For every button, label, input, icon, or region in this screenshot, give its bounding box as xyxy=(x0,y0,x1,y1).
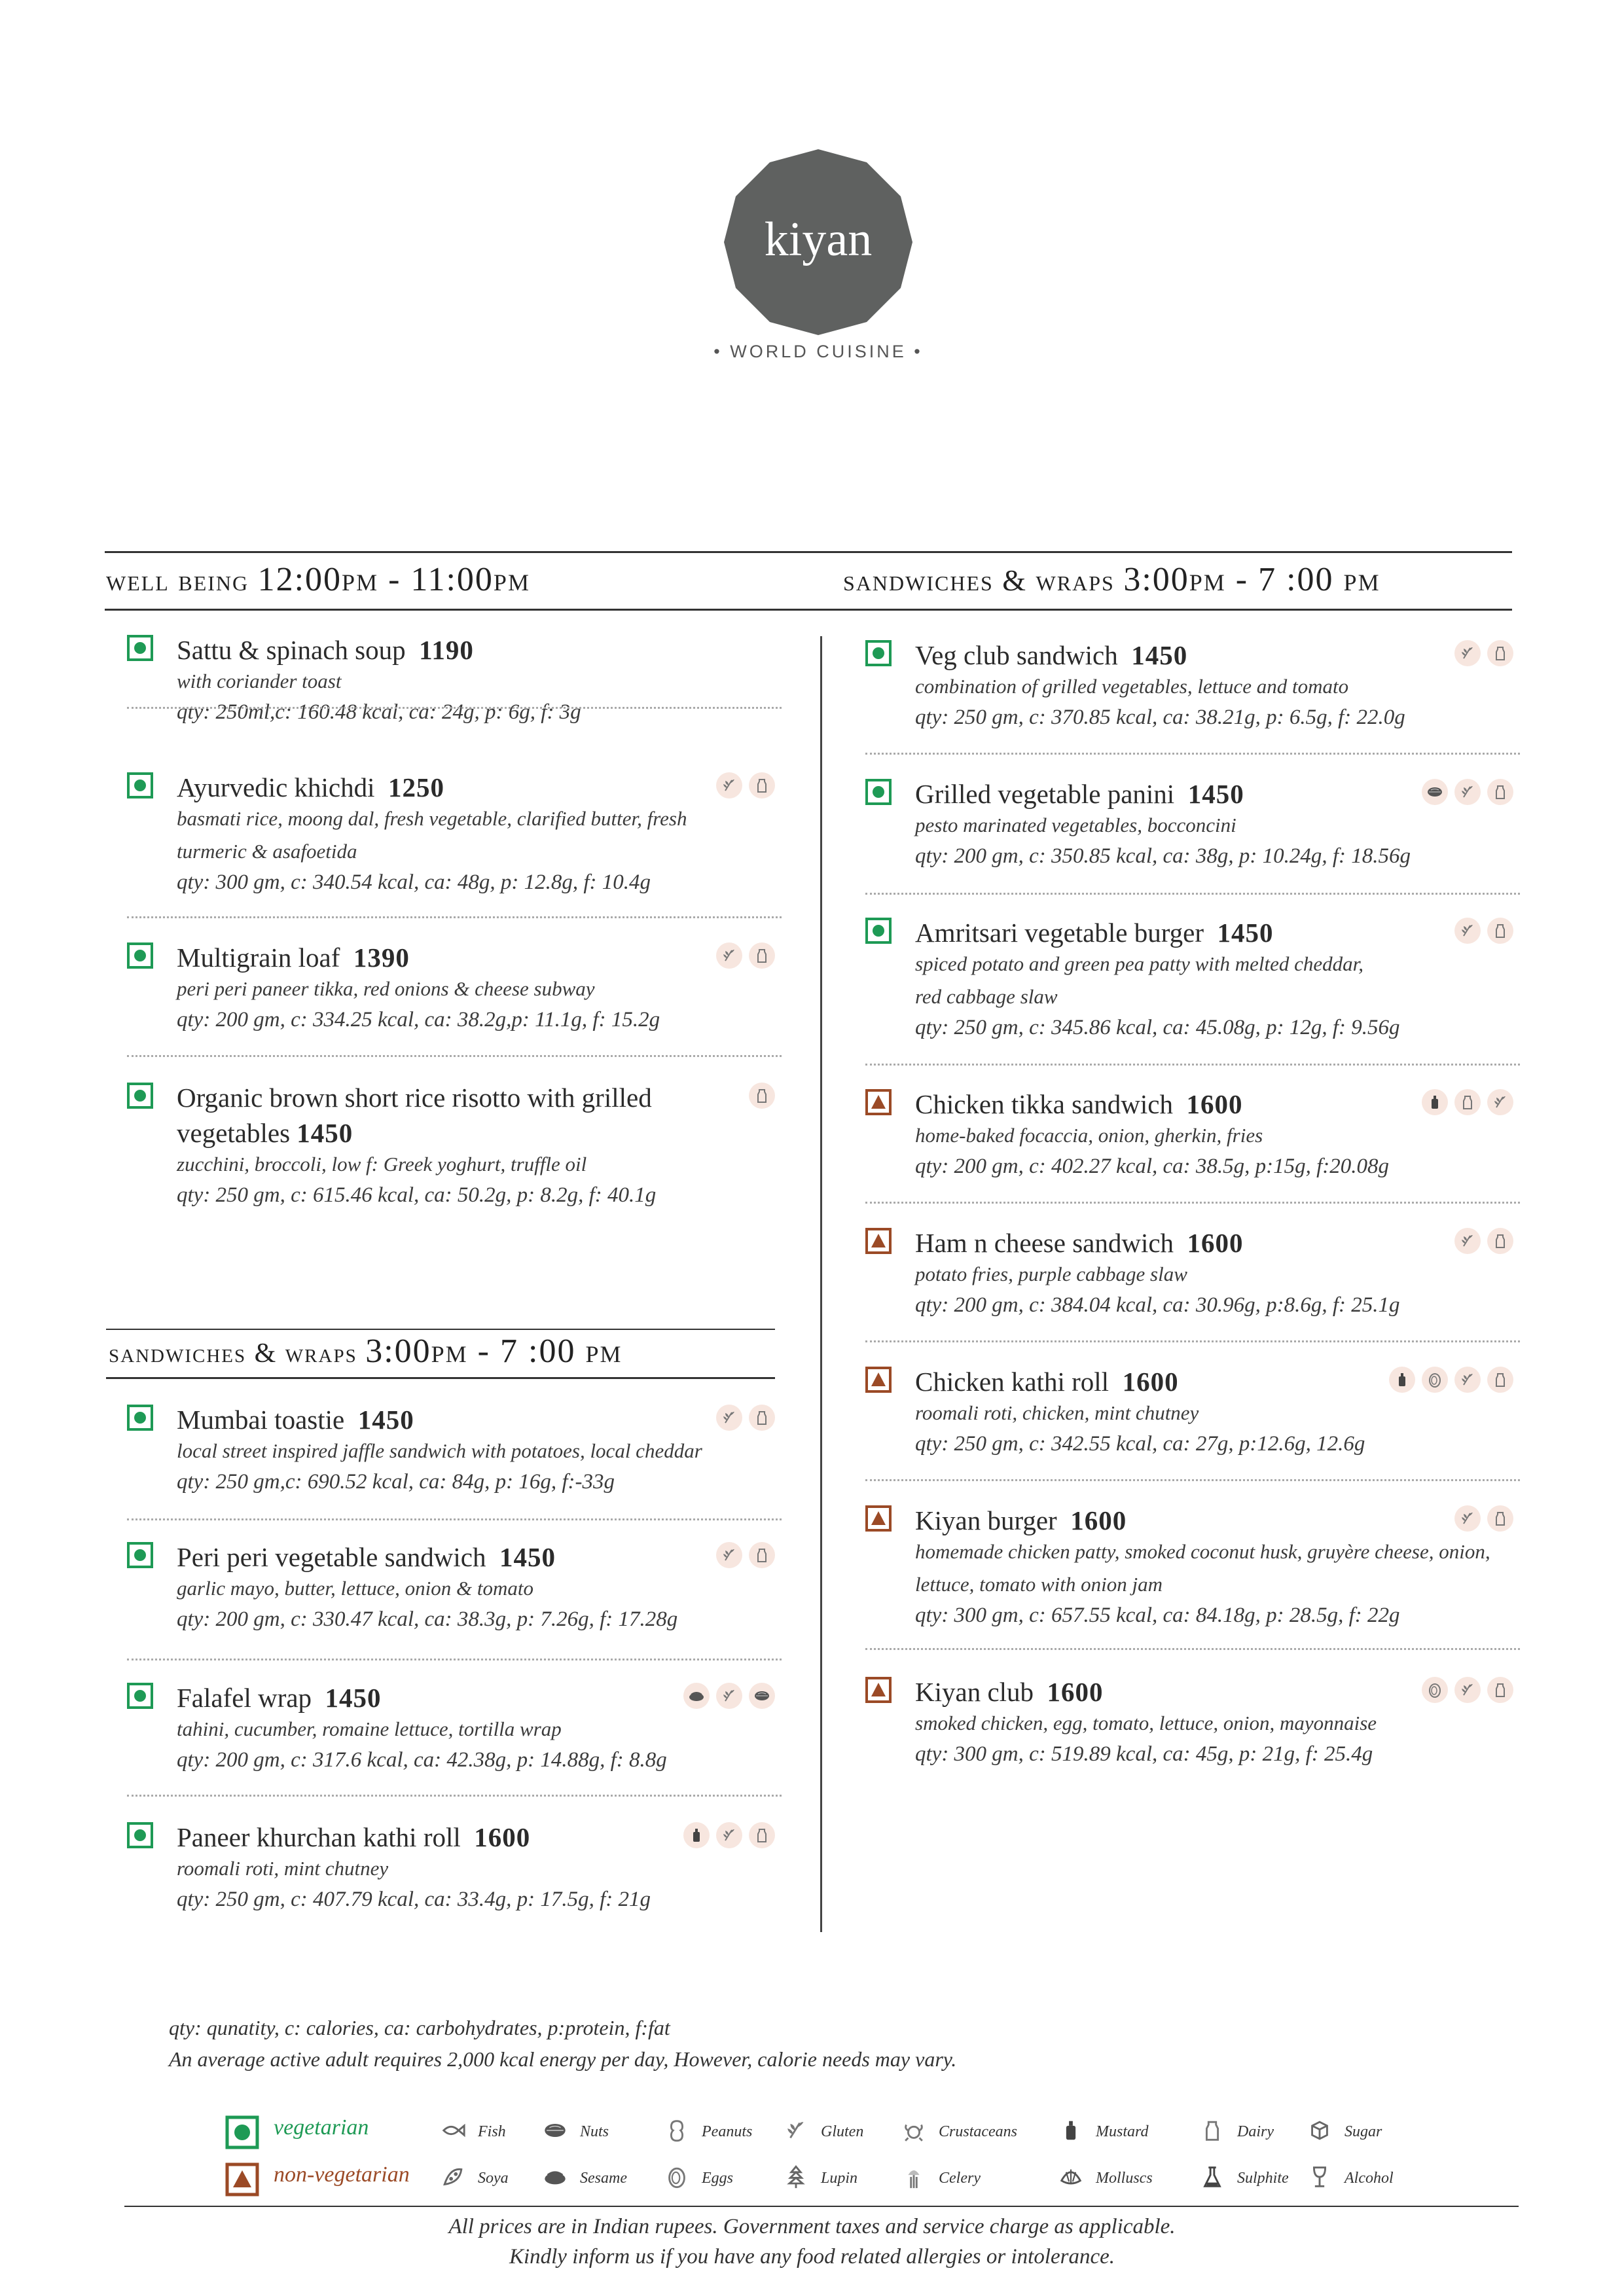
nonveg-label: non-vegetarian xyxy=(274,2162,410,2187)
legend-item xyxy=(664,2164,733,2193)
dish-name: Chicken tikka sandwich xyxy=(915,1089,1173,1119)
dairy-icon xyxy=(749,1083,775,1109)
dish-description: basmati rice, moong dal, fresh vegetable, clarified butter, fresh xyxy=(177,807,687,830)
nonveg-mark-icon xyxy=(865,1228,892,1254)
legend-label: Eggs xyxy=(702,2169,733,2187)
dish-price: 1190 xyxy=(419,635,474,665)
dish-description: smoked chicken, egg, tomato, lettuce, onion, mayonnaise xyxy=(915,1712,1377,1734)
allergen-icons xyxy=(1454,640,1513,666)
legend-label: Sugar xyxy=(1344,2123,1382,2140)
legend-label: Sulphite xyxy=(1237,2169,1289,2187)
legend-label: Fish xyxy=(478,2123,506,2140)
dish-price: 1450 xyxy=(325,1683,382,1713)
allergen-icons xyxy=(1454,1505,1513,1532)
allergen-icons xyxy=(1389,1367,1513,1393)
soya-icon xyxy=(440,2164,466,2193)
legend-label: Gluten xyxy=(821,2123,864,2140)
dish-name: Grilled vegetable panini xyxy=(915,779,1175,809)
nutrition-info: qty: 250ml,c: 160.48 kcal, ca: 24g, p: 6g, f: 3g xyxy=(177,700,581,724)
legend-label: Dairy xyxy=(1237,2123,1274,2140)
lupin-icon xyxy=(783,2164,809,2193)
dish-description: spiced potato and green pea patty with melted cheddar, xyxy=(915,952,1364,975)
item-divider xyxy=(865,1202,1520,1204)
legend-item xyxy=(1307,2117,1382,2146)
dish-title xyxy=(177,940,410,975)
dish-price: 1450 xyxy=(499,1542,556,1572)
nutrition-info: qty: 250 gm, c: 342.55 kcal, ca: 27g, p:12.6g, 12.6g xyxy=(915,1432,1365,1456)
brand-tagline: • WORLD CUISINE • xyxy=(713,342,923,361)
menu-item xyxy=(127,770,775,901)
nutrition-info: qty: 200 gm, c: 317.6 kcal, ca: 42.38g, p: 14.88g, f: 8.8g xyxy=(177,1748,667,1772)
nonveg-mark-icon xyxy=(865,1089,892,1115)
section-header-sandwiches-right xyxy=(843,560,1380,599)
veg-mark-icon xyxy=(127,942,153,969)
legend-item xyxy=(1058,2117,1148,2146)
item-divider xyxy=(127,1518,782,1520)
dish-title xyxy=(177,1080,652,1115)
legend-item xyxy=(664,2117,752,2146)
item-divider xyxy=(865,893,1520,895)
dish-name-cont: vegetables xyxy=(177,1118,291,1148)
nonveg-mark-icon xyxy=(865,1677,892,1703)
menu-item xyxy=(865,1225,1513,1356)
mustard-icon xyxy=(1389,1367,1415,1393)
gluten-icon xyxy=(1454,779,1481,805)
dish-title xyxy=(915,1503,1127,1538)
menu-item xyxy=(127,1820,775,1950)
nutrition-info: qty: 200 gm, c: 402.27 kcal, ca: 38.5g, p:15g, f:20.08g xyxy=(915,1155,1390,1178)
gluten-icon xyxy=(716,1683,742,1709)
eggs-icon xyxy=(1422,1367,1448,1393)
legend-item xyxy=(1058,2164,1153,2193)
item-divider xyxy=(127,1055,782,1057)
item-divider xyxy=(865,753,1520,755)
sesame-icon xyxy=(542,2164,568,2193)
legend-item xyxy=(901,2117,1017,2146)
sesame-icon xyxy=(683,1683,710,1709)
allergen-icons xyxy=(683,1683,775,1709)
menu-item xyxy=(127,940,775,1071)
veg-mark-icon xyxy=(127,772,153,798)
menu-item xyxy=(865,1364,1513,1495)
molluscs-icon xyxy=(1058,2164,1084,2193)
dish-title xyxy=(177,632,474,668)
item-divider xyxy=(865,1479,1520,1481)
gluten-icon xyxy=(716,772,742,798)
allergen-icons xyxy=(716,942,775,969)
dish-name: Peri peri vegetable sandwich xyxy=(177,1542,486,1572)
legend-label: Molluscs xyxy=(1096,2169,1153,2187)
legend-label: Soya xyxy=(478,2169,509,2187)
gluten-icon xyxy=(1454,1367,1481,1393)
dish-description: home-baked focaccia, onion, gherkin, fries xyxy=(915,1124,1263,1147)
dish-title xyxy=(177,770,444,805)
celery-icon xyxy=(901,2164,927,2193)
dish-title xyxy=(915,1674,1104,1710)
allergen-icons xyxy=(1422,779,1513,805)
item-divider xyxy=(127,1659,782,1660)
item-divider xyxy=(127,707,782,709)
menu-item xyxy=(865,637,1513,768)
menu-item xyxy=(127,1680,775,1811)
allergen-icons xyxy=(1422,1089,1513,1115)
nuts-icon xyxy=(1422,779,1448,805)
section-time: 12:00pm - 11:00pm xyxy=(257,561,530,598)
dish-price: 1600 xyxy=(1187,1228,1244,1258)
dish-price: 1450 xyxy=(1131,640,1188,670)
allergen-icons xyxy=(1454,918,1513,944)
section-title: sandwiches & wraps xyxy=(109,1338,357,1369)
legend-label: Sesame xyxy=(580,2169,627,2187)
dish-description: peri peri paneer tikka, red onions & cheese subway xyxy=(177,977,595,1000)
dish-name: Ayurvedic khichdi xyxy=(177,772,375,802)
top-rule xyxy=(105,551,1512,553)
dish-name: Organic brown short rice risotto with grilled xyxy=(177,1083,652,1113)
legend-item xyxy=(783,2164,857,2193)
dish-price: 1450 xyxy=(1217,918,1274,948)
veg-mark-icon xyxy=(127,635,153,661)
menu-item xyxy=(127,1080,775,1211)
gluten-icon xyxy=(783,2117,809,2146)
dairy-icon xyxy=(749,1405,775,1431)
allergen-icons xyxy=(716,1405,775,1431)
veg-mark-icon xyxy=(127,1822,153,1848)
menu-item xyxy=(865,776,1513,907)
gluten-icon xyxy=(716,1822,742,1848)
menu-item xyxy=(127,1402,775,1533)
legend-label: Lupin xyxy=(821,2169,858,2187)
dish-title xyxy=(177,1539,556,1575)
dish-title xyxy=(915,915,1273,950)
nutrition-info: qty: 250 gm, c: 345.86 kcal, ca: 45.08g, p: 12g, f: 9.56g xyxy=(915,1016,1400,1039)
dish-price: 1600 xyxy=(1070,1505,1127,1535)
item-divider xyxy=(127,916,782,918)
nutrition-info: qty: 200 gm, c: 384.04 kcal, ca: 30.96g, p:8.6g, f: 25.1g xyxy=(915,1293,1400,1317)
item-divider xyxy=(865,1648,1520,1650)
gluten-icon xyxy=(716,1405,742,1431)
legend-label: Nuts xyxy=(580,2123,609,2140)
gluten-icon xyxy=(1454,1228,1481,1254)
legend-item xyxy=(542,2117,609,2146)
veg-mark-icon xyxy=(865,779,892,805)
dish-description: roomali roti, chicken, mint chutney xyxy=(915,1401,1199,1424)
item-divider xyxy=(127,1795,782,1797)
item-divider xyxy=(865,1340,1520,1342)
brand-logo xyxy=(720,144,916,340)
gluten-icon xyxy=(1454,1505,1481,1532)
section-title: well being xyxy=(106,564,249,597)
gluten-icon xyxy=(1454,1677,1481,1703)
mustard-icon xyxy=(1422,1089,1448,1115)
veg-mark-icon xyxy=(127,1405,153,1431)
header-rule xyxy=(105,609,1512,611)
dish-price: 1600 xyxy=(1186,1089,1243,1119)
nutrition-info: qty: 300 gm, c: 519.89 kcal, ca: 45g, p: 21g, f: 25.4g xyxy=(915,1742,1373,1766)
mustard-icon xyxy=(683,1822,710,1848)
allergen-icons xyxy=(683,1822,775,1848)
nutrition-info: qty: 300 gm, c: 340.54 kcal, ca: 48g, p: 12.8g, f: 10.4g xyxy=(177,870,651,894)
gluten-icon xyxy=(1487,1089,1513,1115)
sugar-icon xyxy=(1307,2117,1333,2146)
dairy-icon xyxy=(749,1542,775,1568)
footer-rule xyxy=(124,2206,1519,2207)
dairy-icon xyxy=(1487,918,1513,944)
dairy-icon xyxy=(1487,640,1513,666)
dairy-icon xyxy=(1487,1505,1513,1532)
dairy-icon xyxy=(749,942,775,969)
gluten-icon xyxy=(1454,918,1481,944)
dish-price: 1600 xyxy=(474,1822,531,1852)
dairy-icon xyxy=(749,1822,775,1848)
veg-symbol xyxy=(225,2115,259,2149)
legend-label: Crustaceans xyxy=(939,2123,1017,2140)
eggs-icon xyxy=(1422,1677,1448,1703)
dish-description: lettuce, tomato with onion jam xyxy=(915,1573,1163,1596)
dish-name: Ham n cheese sandwich xyxy=(915,1228,1174,1258)
nutrition-info: qty: 250 gm, c: 615.46 kcal, ca: 50.2g, p: 8.2g, f: 40.1g xyxy=(177,1183,657,1207)
allergen-icons xyxy=(749,1083,775,1109)
nutrition-info: qty: 250 gm, c: 370.85 kcal, ca: 38.21g, p: 6.5g, f: 22.0g xyxy=(915,706,1405,729)
dish-name: Falafel wrap xyxy=(177,1683,312,1713)
dish-title xyxy=(915,1086,1242,1122)
legend-item xyxy=(1199,2164,1289,2193)
allergy-note: Kindly inform us if you have any food related allergies or intolerance. xyxy=(509,2245,1115,2269)
legend-label: Celery xyxy=(939,2169,981,2187)
veg-label: vegetarian xyxy=(274,2115,369,2140)
dish-title xyxy=(915,1364,1179,1399)
dish-description: turmeric & asafoetida xyxy=(177,840,357,863)
dish-name: Kiyan burger xyxy=(915,1505,1057,1535)
dish-title xyxy=(177,1402,414,1437)
section-time: 3:00pm - 7 :00 pm xyxy=(365,1333,623,1370)
menu-item xyxy=(865,1674,1513,1805)
svg-text:kiyan: kiyan xyxy=(764,213,873,266)
nonveg-mark-icon xyxy=(865,1367,892,1393)
section-header-sandwiches-left xyxy=(109,1332,622,1371)
price-note: All prices are in Indian rupees. Government taxes and service charge as applicable. xyxy=(448,2215,1176,2238)
dish-name: Amritsari vegetable burger xyxy=(915,918,1204,948)
mustard-icon xyxy=(1058,2117,1084,2146)
dish-title-cont xyxy=(177,1115,353,1151)
item-divider xyxy=(865,1064,1520,1066)
dish-price: 1600 xyxy=(1047,1677,1104,1707)
legend-item xyxy=(783,2117,863,2146)
section-header-well-being xyxy=(106,560,530,599)
dish-description: red cabbage slaw xyxy=(915,985,1058,1008)
nuts-icon xyxy=(542,2117,568,2146)
dish-description: garlic mayo, butter, lettuce, onion & tomato xyxy=(177,1577,534,1600)
nuts-icon xyxy=(749,1683,775,1709)
allergen-icons xyxy=(716,772,775,798)
legend-item xyxy=(440,2164,509,2193)
legend-item xyxy=(440,2117,506,2146)
dish-price: 1250 xyxy=(388,772,445,802)
gluten-icon xyxy=(716,942,742,969)
veg-mark-icon xyxy=(127,1683,153,1709)
crustaceans-icon xyxy=(901,2117,927,2146)
veg-mark-icon xyxy=(127,1083,153,1109)
peanuts-icon xyxy=(664,2117,690,2146)
section-time: 3:00pm - 7 :00 pm xyxy=(1123,561,1380,598)
dish-description: homemade chicken patty, smoked coconut husk, gruyère cheese, onion, xyxy=(915,1540,1490,1563)
allergen-icons xyxy=(716,1542,775,1568)
energy-note: An average active adult requires 2,000 kcal energy per day, However, calorie needs may vary. xyxy=(169,2047,957,2071)
dish-price: 1450 xyxy=(1187,779,1244,809)
dish-description: pesto marinated vegetables, bocconcini xyxy=(915,814,1236,836)
dish-description: roomali roti, mint chutney xyxy=(177,1857,389,1880)
dish-price: 1450 xyxy=(357,1405,414,1435)
dish-name: Kiyan club xyxy=(915,1677,1034,1707)
fish-icon xyxy=(440,2117,466,2146)
dish-name: Chicken kathi roll xyxy=(915,1367,1110,1397)
alcohol-icon xyxy=(1307,2164,1333,2193)
section2-top-rule xyxy=(106,1329,775,1330)
eggs-icon xyxy=(664,2164,690,2193)
veg-mark-icon xyxy=(865,918,892,944)
dish-title xyxy=(915,637,1187,673)
dish-price: 1450 xyxy=(297,1118,353,1148)
dish-description: combination of grilled vegetables, lettuce and tomato xyxy=(915,675,1349,698)
veg-mark-icon xyxy=(865,640,892,666)
nutrition-info: qty: 200 gm, c: 350.85 kcal, ca: 38g, p: 10.24g, f: 18.56g xyxy=(915,844,1411,868)
dairy-icon xyxy=(1487,1367,1513,1393)
legend-item xyxy=(1199,2117,1274,2146)
menu-item xyxy=(127,1539,775,1670)
legend-label: Mustard xyxy=(1096,2123,1149,2140)
dish-description: zucchini, broccoli, low f: Greek yoghurt, truffle oil xyxy=(177,1153,587,1175)
dairy-icon xyxy=(1487,779,1513,805)
nutrition-info: qty: 300 gm, c: 657.55 kcal, ca: 84.18g, p: 28.5g, f: 22g xyxy=(915,1604,1400,1627)
dish-title xyxy=(177,1820,530,1855)
dairy-icon xyxy=(1454,1089,1481,1115)
menu-item xyxy=(865,1503,1513,1634)
dish-title xyxy=(177,1680,382,1715)
gluten-icon xyxy=(1454,640,1481,666)
nonveg-symbol xyxy=(225,2162,259,2197)
dairy-icon xyxy=(1487,1677,1513,1703)
legend-label: Alcohol xyxy=(1344,2169,1394,2187)
section2-rule xyxy=(106,1377,775,1379)
menu-item xyxy=(865,1086,1513,1217)
nutrition-info: qty: 200 gm, c: 330.47 kcal, ca: 38.3g, p: 7.26g, f: 17.28g xyxy=(177,1607,678,1631)
nutrition-info: qty: 200 gm, c: 334.25 kcal, ca: 38.2g,p: 11.1g, f: 15.2g xyxy=(177,1008,660,1031)
dish-name: Paneer khurchan kathi roll xyxy=(177,1822,461,1852)
dish-title xyxy=(915,1225,1244,1261)
menu-item xyxy=(127,632,775,763)
allergen-icons xyxy=(1454,1228,1513,1254)
dish-description: local street inspired jaffle sandwich with potatoes, local cheddar xyxy=(177,1439,702,1462)
dish-price: 1390 xyxy=(353,942,410,973)
dish-name: Multigrain loaf xyxy=(177,942,340,973)
dish-name: Mumbai toastie xyxy=(177,1405,345,1435)
dish-name: Veg club sandwich xyxy=(915,640,1118,670)
menu-item xyxy=(865,915,1513,1046)
dish-description: tahini, cucumber, romaine lettuce, tortilla wrap xyxy=(177,1717,562,1740)
nonveg-mark-icon xyxy=(865,1505,892,1532)
gluten-icon xyxy=(716,1542,742,1568)
dish-description: potato fries, purple cabbage slaw xyxy=(915,1263,1187,1285)
allergen-icons xyxy=(1422,1677,1513,1703)
veg-mark-icon xyxy=(127,1542,153,1568)
dish-title xyxy=(915,776,1244,812)
legend-label: Peanuts xyxy=(702,2123,753,2140)
column-divider xyxy=(820,636,822,1932)
dish-description: with coriander toast xyxy=(177,670,342,692)
section-title: sandwiches & wraps xyxy=(843,564,1115,597)
legend-item xyxy=(542,2164,627,2193)
abbreviation-note: qty: qunatity, c: calories, ca: carbohydrates, p:protein, f:fat xyxy=(169,2016,670,2039)
dairy-icon xyxy=(1199,2117,1225,2146)
nutrition-info: qty: 250 gm, c: 407.79 kcal, ca: 33.4g, p: 17.5g, f: 21g xyxy=(177,1888,651,1911)
nutrition-info: qty: 250 gm,c: 690.52 kcal, ca: 84g, p: 16g, f:-33g xyxy=(177,1470,615,1494)
dairy-icon xyxy=(749,772,775,798)
legend-item xyxy=(1307,2164,1394,2193)
sulphite-icon xyxy=(1199,2164,1225,2193)
legend-item xyxy=(901,2164,981,2193)
dairy-icon xyxy=(1487,1228,1513,1254)
dish-name: Sattu & spinach soup xyxy=(177,635,406,665)
dish-price: 1600 xyxy=(1122,1367,1179,1397)
